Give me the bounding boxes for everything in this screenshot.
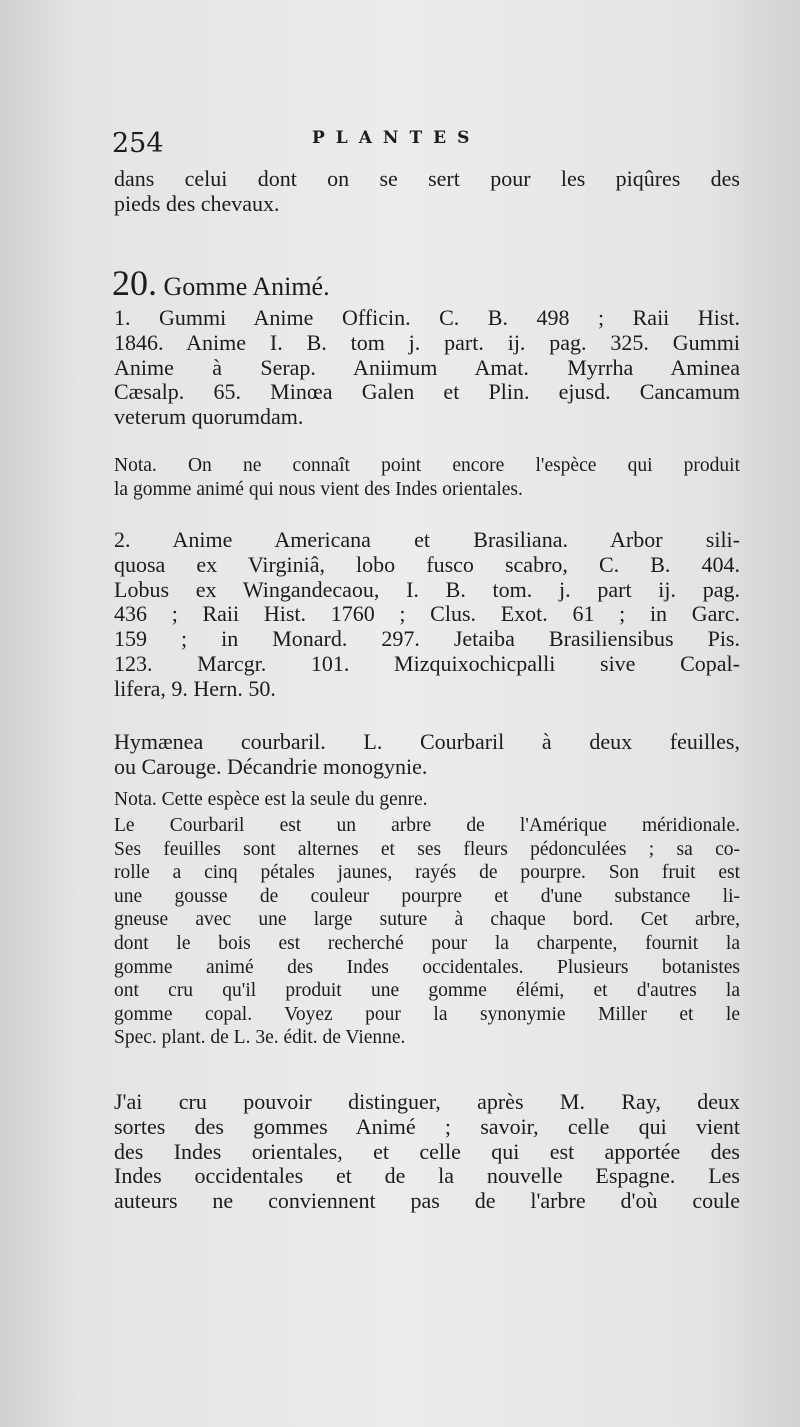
text-line: Indes occidentales et de la nouvelle Espagne. Les: [114, 1163, 740, 1189]
text-line: Nota. Cette espèce est la seule du genre.: [114, 789, 428, 810]
text-line: dans celui dont on se sert pour les piqûres des: [114, 166, 740, 191]
text-line: une gousse de couleur pourpre et d'une substance li-: [114, 885, 740, 907]
text-line: auteurs ne conviennent pas de l'arbre d'où coule: [114, 1188, 740, 1214]
text-line: Anime à Serap. Aniimum Amat. Myrrha Aminea: [114, 354, 740, 380]
text-line: dont le bois est recherché pour la charpente, fournit la: [114, 932, 740, 954]
text-line: gneuse avec une large suture à chaque bord. Cet arbre,: [114, 909, 740, 931]
text-line: quosa ex Virginiâ, lobo fusco scabro, C. B. 404.: [114, 551, 740, 577]
intro-paragraph: [114, 167, 740, 217]
section-title: Gomme Animé.: [163, 272, 330, 301]
text-line: 436 ; Raii Hist. 1760 ; Clus. Exot. 61 ; in Garc.: [114, 601, 740, 627]
text-line: ou Carouge. Décandrie monogynie.: [114, 753, 428, 779]
text-line: la gomme animé qui nous vient des Indes orientales.: [114, 478, 523, 500]
text-line: Spec. plant. de L. 3e. édit. de Vienne.: [114, 1027, 406, 1049]
text-line: gomme copal. Voyez pour la synonymie Miller et le: [114, 1003, 740, 1025]
text-line: sortes des gommes Animé ; savoir, celle qui vient: [114, 1113, 740, 1139]
text-line: 159 ; in Monard. 297. Jetaiba Brasiliensibus Pis.: [114, 626, 740, 652]
text-line: des Indes orientales, et celle qui est apportée des: [114, 1138, 740, 1164]
closing-paragraph: [114, 1090, 740, 1214]
section-number: 20.: [112, 263, 157, 303]
text-line: 1846. Anime I. B. tom j. part. ij. pag. 325. Gummi: [114, 329, 740, 355]
text-line: Cæsalp. 65. Minœa Galen et Plin. ejusd. Cancamum: [114, 379, 740, 405]
text-line: veterum quorumdam.: [114, 404, 304, 430]
nota-2: [114, 788, 740, 812]
entry-1: [114, 306, 740, 430]
text-line: gomme animé des Indes occidentales. Plusieurs botanistes: [114, 956, 740, 978]
section-heading: [112, 262, 330, 304]
text-line: lifera, 9. Hern. 50.: [114, 675, 276, 701]
hymenaea-entry: [114, 730, 740, 780]
page-number: 254: [112, 128, 164, 159]
text-line: Ses feuilles sont alternes et ses fleurs pédonculées ; sa co-: [114, 838, 740, 860]
entry-2: [114, 528, 740, 702]
text-line: 1. Gummi Anime Officin. C. B. 498 ; Raii Hist.: [114, 305, 740, 330]
running-head: PLANTES: [312, 128, 481, 148]
description-paragraph: [114, 814, 740, 1050]
text-line: J'ai cru pouvoir distinguer, après M. Ray, deux: [114, 1089, 740, 1114]
text-line: Le Courbaril est un arbre de l'Amérique méridionale.: [114, 815, 740, 836]
text-line: 123. Marcgr. 101. Mizquixochicpalli sive Copal-: [114, 650, 740, 676]
text-line: pieds des chevaux.: [114, 190, 280, 216]
text-line: Nota. On ne connaît point encore l'espèce qui produit: [114, 455, 740, 476]
text-line: 2. Anime Americana et Brasiliana. Arbor sili-: [114, 527, 740, 552]
text-line: rolle a cinq pétales jaunes, rayés de pourpre. Son fruit est: [114, 862, 740, 884]
nota-1: [114, 454, 740, 501]
text-line: Hymænea courbaril. L. Courbaril à deux feuilles,: [114, 729, 740, 754]
text-line: ont cru qu'il produit une gomme élémi, et d'autres la: [114, 980, 740, 1002]
text-line: Lobus ex Wingandecaou, I. B. tom. j. part ij. pag.: [114, 576, 740, 602]
